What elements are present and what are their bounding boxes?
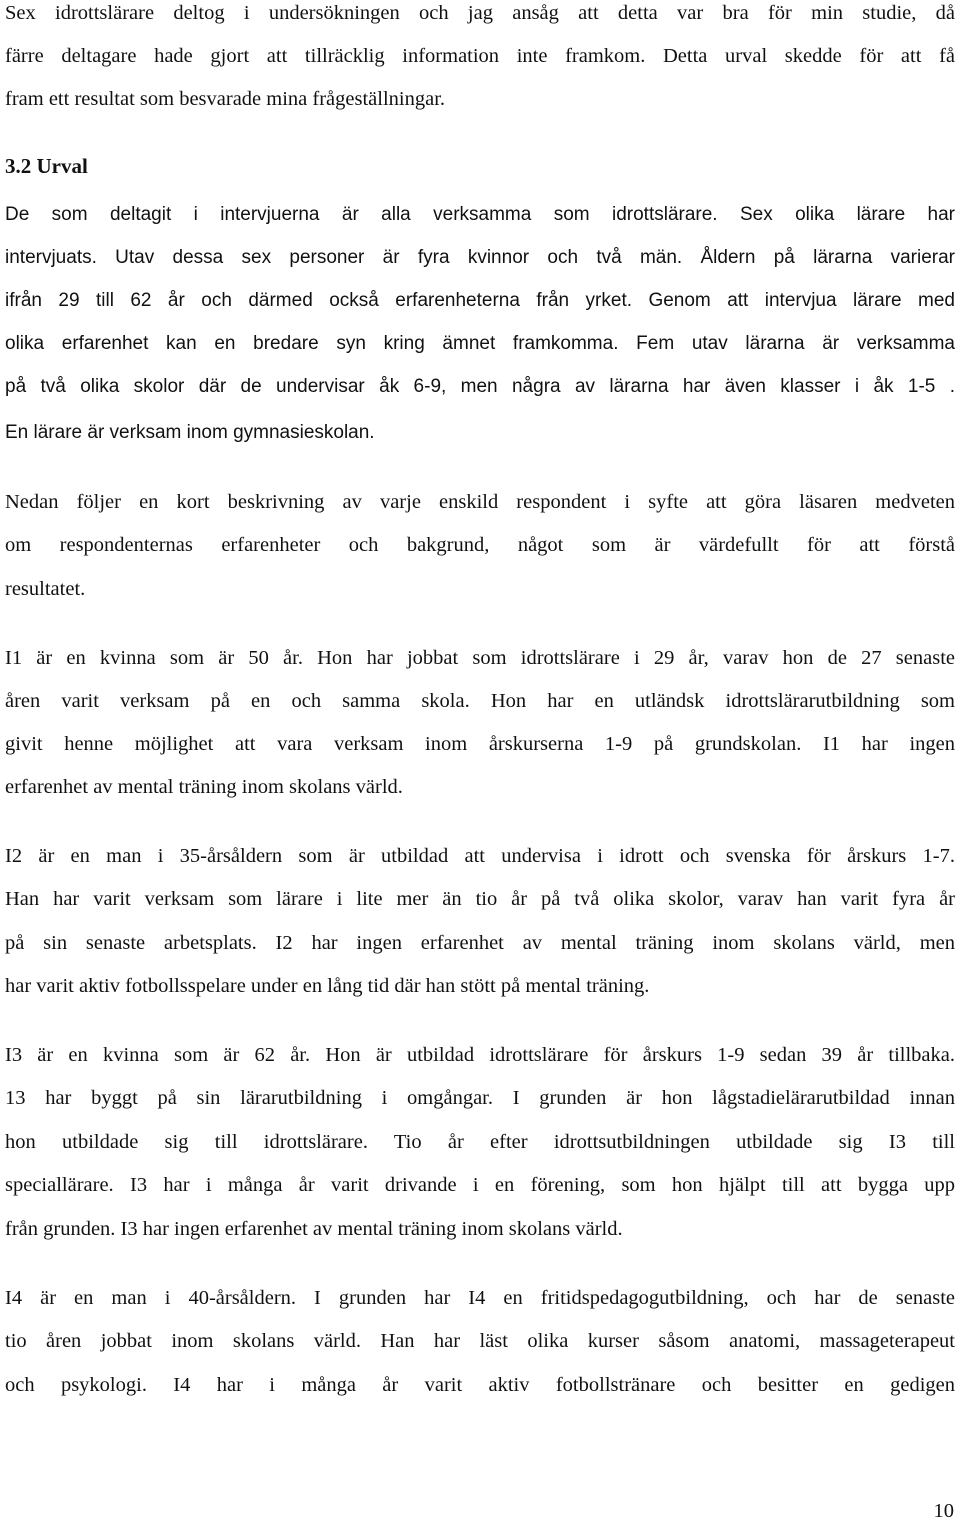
text-line: Han har varit verksam som lärare i lite mer än tio år på två olika skolor, varav han varit fyra år <box>5 888 955 910</box>
text-line: speciallärare. I3 har i många år varit drivande i en förening, som hon hjälpt till att bygga upp <box>5 1174 955 1196</box>
text-line: intervjuats. Utav dessa sex personer är fyra kvinnor och två män. Åldern på lärarna varierar <box>5 247 955 268</box>
text-line: från grunden. I3 har ingen erfarenhet av mental träning inom skolans värld. <box>5 1218 623 1240</box>
text-line: I1 är en kvinna som är 50 år. Hon har jobbat som idrottslärare i 29 år, varav hon de 27 senaste <box>5 647 955 669</box>
text-line: I4 är en man i 40-årsåldern. I grunden har I4 en fritidspedagogutbildning, och har de senaste <box>5 1287 955 1309</box>
text-line: En lärare är verksam inom gymnasieskolan. <box>5 422 375 443</box>
section-heading: 3.2 Urval <box>5 154 88 178</box>
text-line: tio åren jobbat inom skolans värld. Han har läst olika kurser såsom anatomi, massageterapeut <box>5 1330 955 1352</box>
page-number: 10 <box>933 1500 954 1522</box>
text-line: erfarenhet av mental träning inom skolans värld. <box>5 776 403 798</box>
text-line: 13 har byggt på sin lärarutbildning i omgångar. I grunden är hon lågstadielärarutbildad innan <box>5 1087 955 1109</box>
text-line: på sin senaste arbetsplats. I2 har ingen erfarenhet av mental träning inom skolans värld, men <box>5 932 955 954</box>
text-line: färre deltagare hade gjort att tillräcklig information inte framkom. Detta urval skedde för att få <box>5 45 955 67</box>
text-line: givit henne möjlighet att vara verksam inom årskurserna 1-9 på grundskolan. I1 har ingen <box>5 733 955 755</box>
text-line: om respondenternas erfarenheter och bakgrund, något som är värdefullt för att förstå <box>5 534 955 556</box>
text-line: I3 är en kvinna som är 62 år. Hon är utbildad idrottslärare för årskurs 1-9 sedan 39 år tillbaka. <box>5 1044 955 1066</box>
text-line: Nedan följer en kort beskrivning av varje enskild respondent i syfte att göra läsaren medveten <box>5 491 955 513</box>
text-line: fram ett resultat som besvarade mina frågeställningar. <box>5 88 446 110</box>
text-line: Sex idrottslärare deltog i undersökningen och jag ansåg att detta var bra för min studie, då <box>5 2 955 24</box>
text-line: De som deltagit i intervjuerna är alla verksamma som idrottslärare. Sex olika lärare har <box>5 204 955 225</box>
text-line: ifrån 29 till 62 år och därmed också erfarenheterna från yrket. Genom att intervjua lärare med <box>5 290 955 311</box>
text-line: har varit aktiv fotbollsspelare under en lång tid där han stött på mental träning. <box>5 975 650 997</box>
text-line: på två olika skolor där de undervisar åk 6-9, men några av lärarna har även klasser i åk 1-5 . <box>5 376 955 397</box>
text-line: resultatet. <box>5 578 86 600</box>
text-line: åren varit verksam på en och samma skola. Hon har en utländsk idrottslärarutbildning som <box>5 690 955 712</box>
text-line: hon utbildade sig till idrottslärare. Tio år efter idrottsutbildningen utbildade sig I3 till <box>5 1131 955 1153</box>
text-line: olika erfarenhet kan en bredare syn kring ämnet framkomma. Fem utav lärarna är verksamma <box>5 333 955 354</box>
text-line: I2 är en man i 35-årsåldern som är utbildad att undervisa i idrott och svenska för årskurs 1-7. <box>5 845 955 867</box>
text-line: och psykologi. I4 har i många år varit aktiv fotbollstränare och besitter en gedigen <box>5 1374 955 1396</box>
